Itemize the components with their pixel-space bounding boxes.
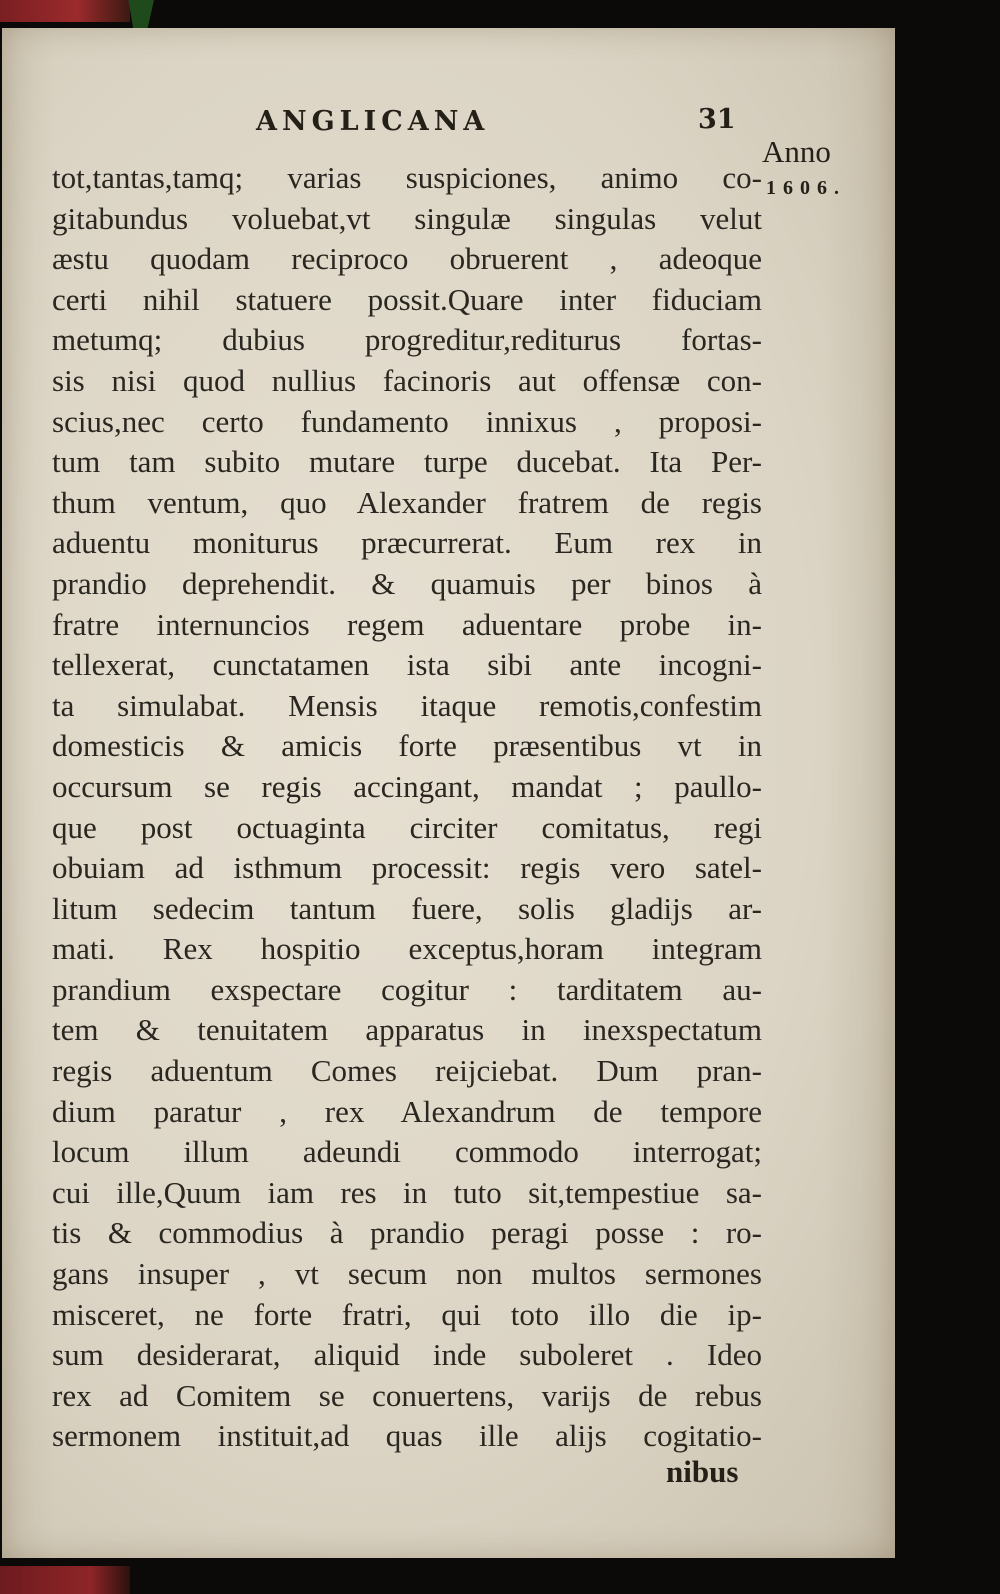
text-line: prandio deprehendit. & quamuis per binos à [52, 565, 762, 601]
text-line: thum ventum, quo Alexander fratrem de regis [52, 484, 762, 520]
text-line: gitabundus voluebat,vt singulæ singulas velut [52, 200, 762, 236]
text-line: tum tam subito mutare turpe ducebat. Ita Per- [52, 444, 762, 480]
book-page [2, 28, 895, 1558]
margin-note-word: Anno [762, 134, 831, 169]
catchword: nibus [666, 1454, 739, 1489]
text-line: mati. Rex hospitio exceptus,horam integram [52, 931, 762, 967]
text-line: obuiam ad isthmum processit: regis vero satel- [52, 850, 762, 886]
text-line: tem & tenuitatem apparatus in inexspectatum [52, 1012, 762, 1048]
page-number: 31 [698, 104, 736, 135]
text-line: occursum se regis accingant, mandat ; paullo- [52, 768, 762, 804]
binding-edge-top [0, 0, 130, 22]
text-line: prandium exspectare cogitur : tarditatem au- [52, 971, 762, 1007]
text-line: æstu quodam reciproco obruerent , adeoque [52, 241, 762, 277]
text-line: rex ad Comitem se conuertens, varijs de rebus [52, 1377, 762, 1413]
text-line: sis nisi quod nullius facinoris aut offensæ con- [52, 362, 762, 398]
text-line: domesticis & amicis forte præsentibus vt in [52, 728, 762, 764]
text-line: metumq; dubius progreditur,rediturus fortas- [52, 322, 762, 358]
binding-edge-bottom [0, 1566, 130, 1594]
text-line: aduentu moniturus præcurrerat. Eum rex in [52, 525, 762, 561]
margin-note-year: 1606. [766, 177, 846, 199]
text-line: fratre internuncios regem aduentare probe in- [52, 606, 762, 642]
text-line: regis aduentum Comes reijciebat. Dum pran- [52, 1053, 762, 1089]
body-text [52, 158, 762, 1457]
text-line: sum desiderarat, aliquid inde suboleret . Ideo [52, 1337, 762, 1373]
text-line: dium paratur , rex Alexandrum de tempore [52, 1093, 762, 1129]
text-line: misceret, ne forte fratri, qui toto illo die ip- [52, 1296, 762, 1332]
text-line: ta simulabat. Mensis itaque remotis,confestim [52, 687, 762, 723]
margin-note [762, 132, 882, 204]
text-line: sermonem instituit,ad quas ille alijs cogitatio- [52, 1418, 762, 1454]
text-line: certi nihil statuere possit.Quare inter fiduciam [52, 281, 762, 317]
text-line: tot,tantas,tamq; varias suspiciones, animo co- [52, 160, 762, 195]
text-line: tellexerat, cunctatamen ista sibi ante incogni- [52, 647, 762, 683]
text-line: que post octuaginta circiter comitatus, regi [52, 809, 762, 845]
text-line: litum sedecim tantum fuere, solis gladijs ar- [52, 890, 762, 926]
text-line: locum illum adeundi commodo interrogat; [52, 1134, 762, 1170]
text-line: scius,nec certo fundamento innixus , proposi- [52, 403, 762, 439]
text-line: tis & commodius à prandio peragi posse : ro- [52, 1215, 762, 1251]
text-line: gans insuper , vt secum non multos sermones [52, 1256, 762, 1292]
text-line: cui ille,Quum iam res in tuto sit,tempestiue sa- [52, 1174, 762, 1210]
running-title: ANGLICANA [256, 106, 490, 137]
